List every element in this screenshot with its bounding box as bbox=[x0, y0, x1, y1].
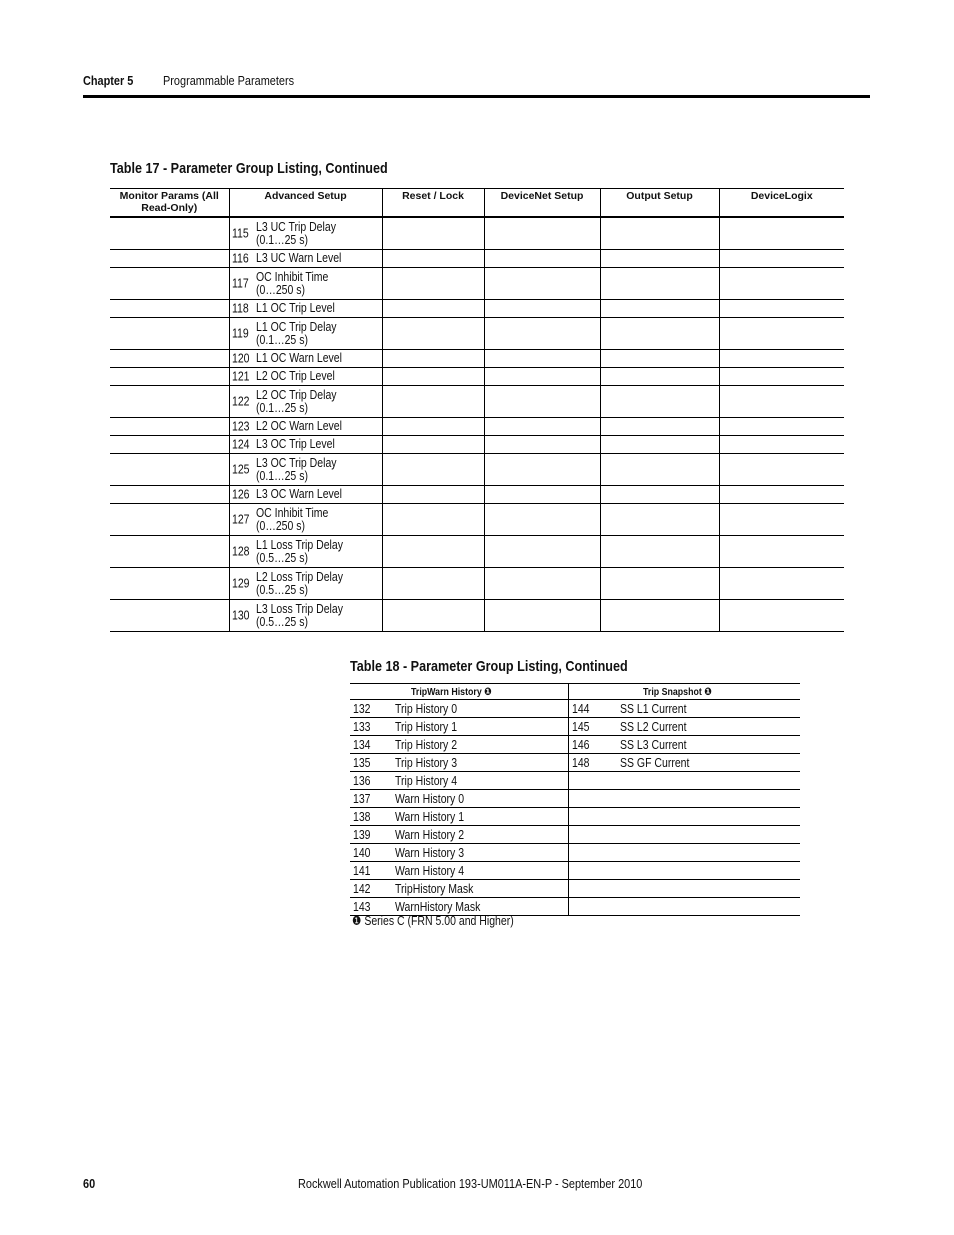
devicelogix-cell bbox=[719, 568, 844, 600]
tripwarn-name: Trip History 1 bbox=[395, 718, 568, 736]
table18-title: Table 18 - Parameter Group Listing, Continued bbox=[350, 658, 628, 675]
chapter-label: Chapter 5 bbox=[83, 73, 134, 88]
page-number: 60 bbox=[83, 1176, 96, 1191]
table-row bbox=[110, 350, 844, 368]
snapshot-number bbox=[568, 790, 620, 808]
devicenet-cell bbox=[484, 300, 600, 318]
snapshot-name bbox=[620, 826, 800, 844]
parameter-number: 116 bbox=[231, 251, 249, 265]
col-header-tripwarn-history: TripWarn History ❶ bbox=[350, 684, 568, 700]
reset-lock-cell bbox=[382, 418, 484, 436]
parameter-number: 130 bbox=[231, 608, 250, 622]
table-row bbox=[110, 418, 844, 436]
table-row bbox=[110, 568, 844, 600]
output-setup-cell bbox=[600, 436, 719, 454]
table-row bbox=[110, 368, 844, 386]
reset-lock-cell bbox=[382, 318, 484, 350]
monitor-cell bbox=[110, 318, 229, 350]
output-setup-cell bbox=[600, 504, 719, 536]
devicenet-cell bbox=[484, 386, 600, 418]
reset-lock-cell bbox=[382, 600, 484, 632]
output-setup-cell bbox=[600, 386, 719, 418]
col-header-devicenet-setup: DeviceNet Setup bbox=[484, 189, 600, 218]
snapshot-name: SS L3 Current bbox=[620, 736, 800, 754]
table-row bbox=[350, 880, 800, 898]
parameter-name: L1 Loss Trip Delay (0.5…25 s) bbox=[256, 539, 362, 565]
advanced-setup-cell bbox=[229, 418, 382, 436]
snapshot-number bbox=[568, 880, 620, 898]
parameter-number: 115 bbox=[231, 226, 249, 240]
tripwarn-number: 139 bbox=[350, 826, 395, 844]
reset-lock-cell bbox=[382, 504, 484, 536]
tripwarn-number: 136 bbox=[350, 772, 395, 790]
monitor-cell bbox=[110, 217, 229, 250]
snapshot-name bbox=[620, 790, 800, 808]
snapshot-number bbox=[568, 772, 620, 790]
tripwarn-name: WarnHistory Mask bbox=[395, 898, 568, 916]
table-row bbox=[350, 754, 800, 772]
snapshot-name bbox=[620, 808, 800, 826]
parameter-name: L3 OC Trip Level bbox=[255, 437, 335, 451]
parameter-range: (0.5…25 s) bbox=[255, 614, 308, 629]
output-setup-cell bbox=[600, 368, 719, 386]
devicelogix-cell bbox=[719, 250, 844, 268]
parameter-number: 119 bbox=[231, 326, 249, 340]
parameter-range: (0…250 s) bbox=[255, 518, 305, 533]
table-row bbox=[110, 436, 844, 454]
devicenet-cell bbox=[484, 217, 600, 250]
devicenet-cell bbox=[484, 368, 600, 386]
table-row bbox=[350, 844, 800, 862]
parameter-name: L3 OC Warn Level bbox=[255, 487, 342, 501]
monitor-cell bbox=[110, 418, 229, 436]
parameter-number: 127 bbox=[231, 512, 250, 526]
devicelogix-cell bbox=[719, 436, 844, 454]
tripwarn-name: Trip History 3 bbox=[395, 754, 568, 772]
parameter-name: L1 OC Warn Level bbox=[255, 351, 342, 365]
table-row bbox=[110, 486, 844, 504]
output-setup-cell bbox=[600, 350, 719, 368]
table17-header-row bbox=[110, 189, 844, 218]
parameter-name: L2 OC Trip Delay (0.1…25 s) bbox=[256, 389, 362, 415]
output-setup-cell bbox=[600, 268, 719, 300]
monitor-cell bbox=[110, 536, 229, 568]
output-setup-cell bbox=[600, 486, 719, 504]
snapshot-number bbox=[568, 862, 620, 880]
table-row bbox=[350, 736, 800, 754]
table-row bbox=[110, 268, 844, 300]
reset-lock-cell bbox=[382, 268, 484, 300]
advanced-setup-cell bbox=[229, 300, 382, 318]
output-setup-cell bbox=[600, 418, 719, 436]
devicenet-cell bbox=[484, 600, 600, 632]
table-row bbox=[110, 454, 844, 486]
tripwarn-number: 133 bbox=[350, 718, 395, 736]
parameter-name: OC Inhibit Time (0…250 s) bbox=[256, 271, 362, 297]
table-row bbox=[350, 862, 800, 880]
monitor-cell bbox=[110, 504, 229, 536]
tripwarn-name: Warn History 3 bbox=[395, 844, 568, 862]
col-header-monitor-params: Monitor Params (All Read-Only) bbox=[110, 189, 229, 218]
tripwarn-name: Trip History 2 bbox=[395, 736, 568, 754]
tripwarn-number: 137 bbox=[350, 790, 395, 808]
parameter-name: L3 UC Warn Level bbox=[255, 251, 341, 265]
devicelogix-cell bbox=[719, 350, 844, 368]
devicenet-cell bbox=[484, 350, 600, 368]
parameter-number: 125 bbox=[231, 462, 250, 476]
monitor-cell bbox=[110, 436, 229, 454]
parameter-name: L3 UC Trip Delay (0.1…25 s) bbox=[256, 221, 362, 247]
devicenet-cell bbox=[484, 454, 600, 486]
snapshot-name: SS GF Current bbox=[620, 754, 800, 772]
output-setup-cell bbox=[600, 217, 719, 250]
devicenet-cell bbox=[484, 568, 600, 600]
advanced-setup-cell bbox=[229, 436, 382, 454]
reset-lock-cell bbox=[382, 536, 484, 568]
devicelogix-cell bbox=[719, 536, 844, 568]
snapshot-name: SS L1 Current bbox=[620, 700, 800, 718]
col-header-devicelogix: DeviceLogix bbox=[719, 189, 844, 218]
parameter-number: 126 bbox=[231, 487, 250, 501]
devicelogix-cell bbox=[719, 486, 844, 504]
parameter-range: (0.5…25 s) bbox=[255, 582, 308, 597]
parameter-range: (0.1…25 s) bbox=[255, 232, 308, 247]
table-row bbox=[350, 826, 800, 844]
parameter-name: L1 OC Trip Delay (0.1…25 s) bbox=[256, 321, 362, 347]
devicenet-cell bbox=[484, 504, 600, 536]
reset-lock-cell bbox=[382, 436, 484, 454]
table-row bbox=[350, 808, 800, 826]
snapshot-number: 146 bbox=[568, 736, 620, 754]
table-row bbox=[110, 386, 844, 418]
devicelogix-cell bbox=[719, 386, 844, 418]
devicenet-cell bbox=[484, 268, 600, 300]
advanced-setup-cell bbox=[229, 536, 382, 568]
devicelogix-cell bbox=[719, 300, 844, 318]
monitor-cell bbox=[110, 268, 229, 300]
devicelogix-cell bbox=[719, 217, 844, 250]
table-row bbox=[110, 300, 844, 318]
advanced-setup-cell bbox=[229, 350, 382, 368]
col-header-trip-snapshot: Trip Snapshot ❶ bbox=[568, 684, 800, 700]
parameter-number: 124 bbox=[231, 437, 250, 451]
parameter-range: (0.1…25 s) bbox=[255, 468, 308, 483]
snapshot-name bbox=[620, 880, 800, 898]
output-setup-cell bbox=[600, 454, 719, 486]
parameter-number: 123 bbox=[231, 419, 250, 433]
table18 bbox=[350, 683, 800, 916]
advanced-setup-cell bbox=[229, 386, 382, 418]
parameter-range: (0.5…25 s) bbox=[255, 550, 308, 565]
table-row bbox=[110, 504, 844, 536]
advanced-setup-cell bbox=[229, 368, 382, 386]
table-row bbox=[350, 718, 800, 736]
table-row bbox=[350, 700, 800, 718]
monitor-cell bbox=[110, 568, 229, 600]
output-setup-cell bbox=[600, 250, 719, 268]
tripwarn-name: Warn History 0 bbox=[395, 790, 568, 808]
tripwarn-number: 140 bbox=[350, 844, 395, 862]
advanced-setup-cell bbox=[229, 318, 382, 350]
devicelogix-cell bbox=[719, 368, 844, 386]
reset-lock-cell bbox=[382, 217, 484, 250]
devicelogix-cell bbox=[719, 600, 844, 632]
col-header-output-setup: Output Setup bbox=[600, 189, 719, 218]
parameter-range: (0.1…25 s) bbox=[255, 400, 308, 415]
reset-lock-cell bbox=[382, 386, 484, 418]
tripwarn-name: Warn History 2 bbox=[395, 826, 568, 844]
snapshot-name bbox=[620, 898, 800, 916]
reset-lock-cell bbox=[382, 350, 484, 368]
reset-lock-cell bbox=[382, 486, 484, 504]
parameter-number: 122 bbox=[231, 394, 250, 408]
tripwarn-number: 135 bbox=[350, 754, 395, 772]
table-row bbox=[350, 772, 800, 790]
tripwarn-number: 138 bbox=[350, 808, 395, 826]
table-row bbox=[350, 790, 800, 808]
tripwarn-name: TripHistory Mask bbox=[395, 880, 568, 898]
snapshot-name: SS L2 Current bbox=[620, 718, 800, 736]
devicenet-cell bbox=[484, 250, 600, 268]
snapshot-name bbox=[620, 772, 800, 790]
tripwarn-number: 143 bbox=[350, 898, 395, 916]
parameter-name: L3 Loss Trip Delay (0.5…25 s) bbox=[256, 603, 362, 629]
reset-lock-cell bbox=[382, 250, 484, 268]
monitor-cell bbox=[110, 350, 229, 368]
devicenet-cell bbox=[484, 436, 600, 454]
parameter-number: 128 bbox=[231, 544, 250, 558]
header-rule bbox=[83, 95, 870, 98]
monitor-cell bbox=[110, 250, 229, 268]
parameter-number: 117 bbox=[231, 276, 249, 290]
snapshot-number bbox=[568, 844, 620, 862]
devicelogix-cell bbox=[719, 454, 844, 486]
parameter-name: L2 Loss Trip Delay (0.5…25 s) bbox=[256, 571, 362, 597]
snapshot-name bbox=[620, 862, 800, 880]
devicelogix-cell bbox=[719, 504, 844, 536]
parameter-name: L2 OC Trip Level bbox=[255, 369, 335, 383]
tripwarn-name: Trip History 0 bbox=[395, 700, 568, 718]
reset-lock-cell bbox=[382, 454, 484, 486]
advanced-setup-cell bbox=[229, 217, 382, 250]
snapshot-number: 145 bbox=[568, 718, 620, 736]
tripwarn-name: Trip History 4 bbox=[395, 772, 568, 790]
output-setup-cell bbox=[600, 600, 719, 632]
reset-lock-cell bbox=[382, 300, 484, 318]
snapshot-number bbox=[568, 826, 620, 844]
table-row bbox=[110, 536, 844, 568]
table18-header-row bbox=[350, 684, 800, 700]
advanced-setup-cell bbox=[229, 268, 382, 300]
devicelogix-cell bbox=[719, 418, 844, 436]
parameter-number: 118 bbox=[231, 301, 249, 315]
tripwarn-number: 132 bbox=[350, 700, 395, 718]
monitor-cell bbox=[110, 368, 229, 386]
publication-info: Rockwell Automation Publication 193-UM011A-EN-P - September 2010 bbox=[298, 1176, 643, 1191]
snapshot-number bbox=[568, 808, 620, 826]
parameter-number: 120 bbox=[231, 351, 250, 365]
monitor-cell bbox=[110, 600, 229, 632]
page-header bbox=[83, 72, 870, 92]
output-setup-cell bbox=[600, 300, 719, 318]
tripwarn-number: 141 bbox=[350, 862, 395, 880]
table18-footnote: ❶ Series C (FRN 5.00 and Higher) bbox=[352, 914, 514, 928]
section-title: Programmable Parameters bbox=[163, 73, 295, 88]
table17-title: Table 17 - Parameter Group Listing, Continued bbox=[110, 160, 388, 177]
reset-lock-cell bbox=[382, 368, 484, 386]
advanced-setup-cell bbox=[229, 454, 382, 486]
advanced-setup-cell bbox=[229, 504, 382, 536]
output-setup-cell bbox=[600, 318, 719, 350]
snapshot-number: 144 bbox=[568, 700, 620, 718]
parameter-name: OC Inhibit Time (0…250 s) bbox=[256, 507, 362, 533]
output-setup-cell bbox=[600, 536, 719, 568]
monitor-cell bbox=[110, 486, 229, 504]
parameter-name: L3 OC Trip Delay (0.1…25 s) bbox=[256, 457, 362, 483]
devicenet-cell bbox=[484, 486, 600, 504]
monitor-cell bbox=[110, 454, 229, 486]
advanced-setup-cell bbox=[229, 568, 382, 600]
parameter-range: (0.1…25 s) bbox=[255, 332, 308, 347]
table-row bbox=[110, 250, 844, 268]
snapshot-number bbox=[568, 898, 620, 916]
tripwarn-number: 134 bbox=[350, 736, 395, 754]
advanced-setup-cell bbox=[229, 250, 382, 268]
devicenet-cell bbox=[484, 318, 600, 350]
col-header-reset-lock: Reset / Lock bbox=[382, 189, 484, 218]
tripwarn-number: 142 bbox=[350, 880, 395, 898]
devicelogix-cell bbox=[719, 318, 844, 350]
advanced-setup-cell bbox=[229, 600, 382, 632]
output-setup-cell bbox=[600, 568, 719, 600]
advanced-setup-cell bbox=[229, 486, 382, 504]
table-row bbox=[110, 600, 844, 632]
table-row bbox=[110, 318, 844, 350]
parameter-name: L2 OC Warn Level bbox=[255, 419, 342, 433]
monitor-cell bbox=[110, 300, 229, 318]
devicenet-cell bbox=[484, 536, 600, 568]
table-row bbox=[110, 217, 844, 250]
tripwarn-name: Warn History 1 bbox=[395, 808, 568, 826]
snapshot-number: 148 bbox=[568, 754, 620, 772]
parameter-number: 129 bbox=[231, 576, 250, 590]
parameter-number: 121 bbox=[231, 369, 250, 383]
reset-lock-cell bbox=[382, 568, 484, 600]
devicelogix-cell bbox=[719, 268, 844, 300]
col-header-advanced-setup: Advanced Setup bbox=[229, 189, 382, 218]
snapshot-name bbox=[620, 844, 800, 862]
tripwarn-name: Warn History 4 bbox=[395, 862, 568, 880]
monitor-cell bbox=[110, 386, 229, 418]
table17 bbox=[110, 188, 844, 632]
parameter-range: (0…250 s) bbox=[255, 282, 305, 297]
parameter-name: L1 OC Trip Level bbox=[255, 301, 335, 315]
devicenet-cell bbox=[484, 418, 600, 436]
